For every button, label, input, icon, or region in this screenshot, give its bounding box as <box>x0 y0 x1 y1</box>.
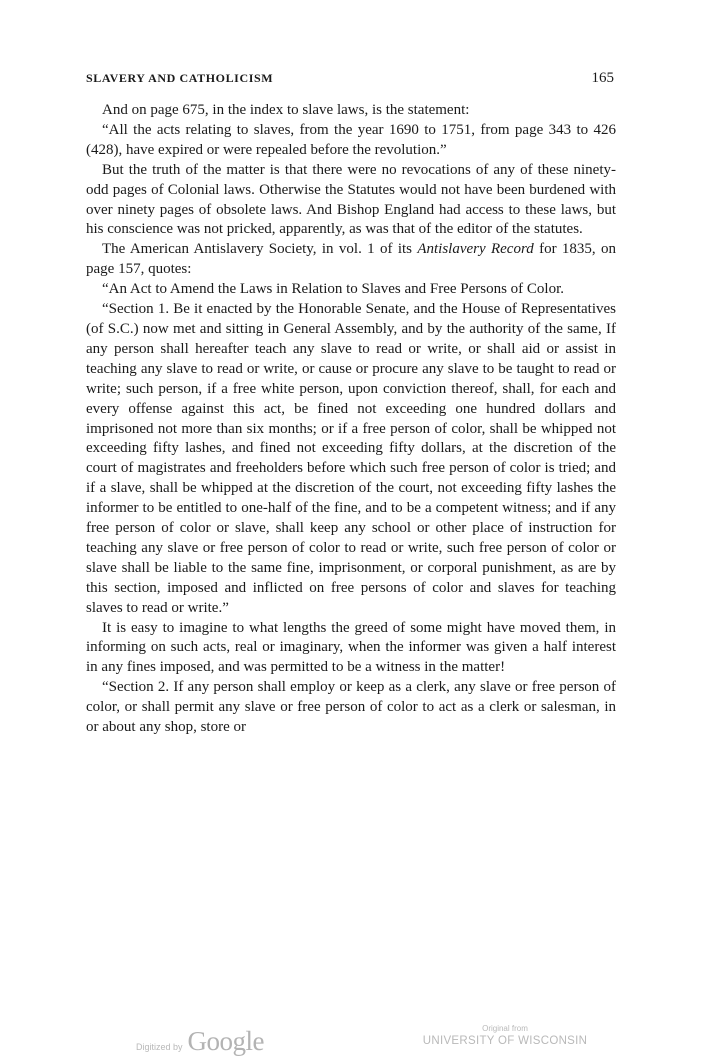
quote-paragraph: “Section 2. If any person shall employ or keep as a clerk, any slave or free person of color, or shall permit any slave or free person of color to act as a clerk or salesman, in or about any shop, store or <box>86 679 616 736</box>
digitized-by-watermark <box>136 1026 264 1057</box>
quote-paragraph: “All the acts relating to slaves, from the year 1690 to 1751, from page 343 to 426 (428), have expired or were repealed before the revolution.” <box>86 121 616 158</box>
text-span: for 1835, on page 157, quotes: <box>86 241 616 278</box>
paragraph: It is easy to imagine to what lengths the greed of some might have moved them, in informing on such acts, real or imaginary, when the informer was given a half interest in any fines imposed, and was permitted to be a witness in the matter! <box>86 619 616 676</box>
body-text <box>86 101 616 738</box>
text-span: The American Antislavery Society, in vol. 1 of its <box>102 241 418 258</box>
digitized-by-label: Digitized by <box>136 1042 183 1052</box>
digitization-footer <box>0 1018 711 1058</box>
paragraph-antislavery-record <box>86 240 616 280</box>
page-number: 165 <box>591 70 614 86</box>
google-logo: Google <box>187 1026 265 1056</box>
quote-paragraph: “An Act to Amend the Laws in Relation to Slaves and Free Persons of Color. <box>102 281 565 298</box>
running-head <box>86 70 616 87</box>
original-from-label: Original from <box>482 1024 528 1033</box>
original-from-watermark <box>420 1024 590 1048</box>
book-title-italic: Antislavery Record <box>417 241 534 258</box>
book-page <box>86 70 616 738</box>
running-title: SLAVERY AND CATHOLICISM <box>86 71 274 85</box>
paragraph: And on page 675, in the index to slave laws, is the statement: <box>102 102 470 118</box>
quote-paragraph: “Section 1. Be it enacted by the Honorable Senate, and the House of Representatives (of S.C.) now met and sitting in General Assembly, and by the authority of the same, If any person shall hereafter teach any slave to read or write, or shall aid or assist in teaching any slave to read or write, or cause or procure any slave to be taught to read or write; such person, if a free white person, upon conviction thereof, shall, for each and every offense against this act, be fined not exceeding one hundred dollars and imprisoned not more than six months; or if a free person of color, shall be whipped not exceeding fifty lashes, and fined not exceeding fifty dollars, at the discretion of the court of magistrates and freeholders before which such free person of color is tried; and if a slave, shall be whipped at the discretion of the court, not exceeding fifty lashes the informer to be entitled to one-half of the fine, and to be a competent witness; and if any free person of color or slave, shall keep any school or other place of instruction for teaching any slave or free person of color to read or write, such free person of color or slave shall be liable to the same fine, imprisonment, or corporal punishment, as are by this section, imposed and inflicted on free persons of color and slaves for teaching slaves to read or write.” <box>86 301 616 616</box>
paragraph: But the truth of the matter is that there were no revocations of any of these ninety-odd pages of Colonial laws. Otherwise the Statutes would not have been burdened with over ninety pages of obsolete laws. And Bishop England had access to these laws, but his conscience was not pricked, apparently, as was that of the editor of the statutes. <box>86 161 616 238</box>
institution-label: UNIVERSITY OF WISCONSIN <box>422 1035 588 1047</box>
